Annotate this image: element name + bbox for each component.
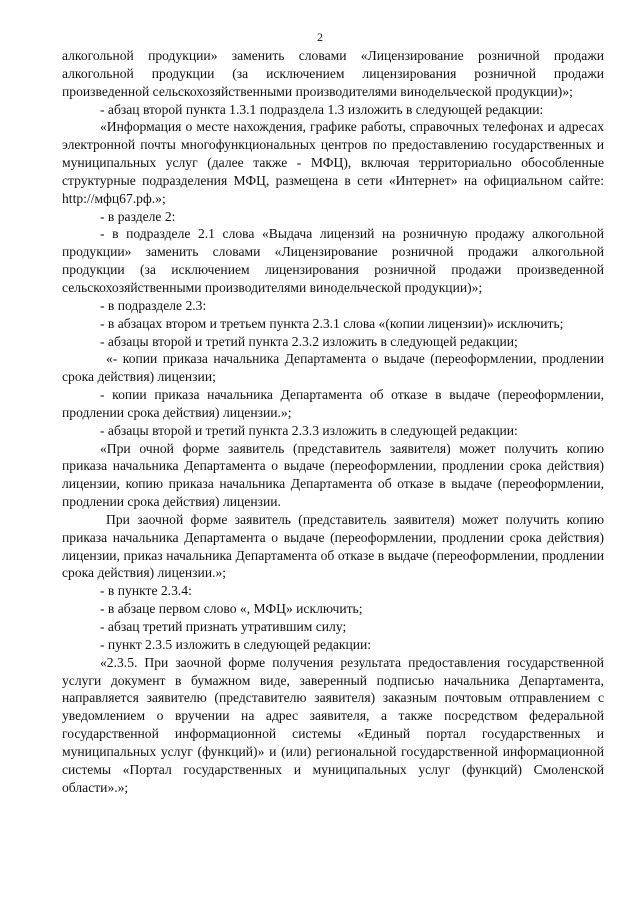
paragraph: «- копии приказа начальника Департамента о выдаче (переоформлении, продлении срока действия) лицензии;	[62, 351, 604, 385]
paragraph: - в подразделе 2.3:	[100, 297, 207, 313]
paragraph: - пункт 2.3.5 изложить в следующей редакции:	[100, 636, 372, 652]
paragraph: - абзац третий признать утратившим силу;	[100, 619, 347, 634]
paragraph: алкогольной продукции» заменить словами «Лицензирование розничной продажи алкогольной продукции (за исключением лицензирования розничной продажи произведенной сельскохозяйственными производителями винодельческой продукции)»;	[62, 48, 604, 99]
paragraph: - в подразделе 2.1 слова «Выдача лицензий на розничную продажу алкогольной продукции» заменить словами «Лицензирование розничной продажи алкогольной продукции (за исключением лицензирования розничной продажи произведенной сельскохозяйственными производителями винодельческой продукции)»;	[62, 226, 604, 295]
paragraph: - абзац второй пункта 1.3.1 подраздела 1.3 изложить в следующей редакции:	[100, 101, 544, 117]
paragraph: - абзацы второй и третий пункта 2.3.3 изложить в следующей редакции:	[100, 422, 518, 438]
paragraph: - в разделе 2:	[100, 208, 176, 224]
paragraph: - копии приказа начальника Департамента об отказе в выдаче (переоформлении, продлении срока действия) лицензии.»;	[62, 387, 604, 420]
paragraph: «Информация о месте нахождения, графике работы, справочных телефонах и адресах электронной почты многофункциональных центров по предоставлению государственных и муниципальных услуг (далее также - МФЦ), включая территориально обособленные структурные подразделения МФЦ, размещена в сети «Интернет» на официальном сайте: http://мфц67.рф.»;	[62, 119, 604, 206]
paragraph: При заочной форме заявитель (представитель заявителя) может получить копию приказа начальника Департамента о выдаче (переоформлении, продлении срока действия) лицензии, приказ начальника Департамента об отказе в выдаче (переоформлении, продлении срока действия) лицензии.»;	[62, 511, 604, 581]
paragraph: - в абзаце первом слово «, МФЦ» исключить;	[100, 601, 363, 617]
document-body	[62, 47, 604, 796]
paragraph: «При очной форме заявитель (представитель заявителя) может получить копию приказа начальника Департамента о выдаче (переоформлении, продлении срока действия) лицензии, копию приказа начальника Департамента об отказе в выдаче (переоформлении, продлении срока действия) лицензии.	[62, 440, 604, 510]
paragraph: - в пункте 2.3.4:	[100, 583, 192, 599]
page-number: 2	[317, 30, 323, 44]
paragraph: - в абзацах втором и третьем пункта 2.3.1 слова «(копии лицензии)» исключить;	[100, 315, 564, 331]
paragraph: «2.3.5. При заочной форме получения результата предоставления государственной услуги документ в бумажном виде, заверенный подписью начальника Департамента, направляется заявителю (представителю заявителя) заказным почтовым отправлением с уведомлением о вручении на адрес заявителя, а также посредством федеральной государственной информационной системы «Единый портал государственных и муниципальных услуг (функций)» и (или) региональной государственной информационной системы «Портал государственных и муниципальных услуг (функций) Смоленской области».»;	[62, 654, 604, 795]
paragraph: - абзацы второй и третий пункта 2.3.2 изложить в следующей редакции;	[100, 333, 518, 349]
